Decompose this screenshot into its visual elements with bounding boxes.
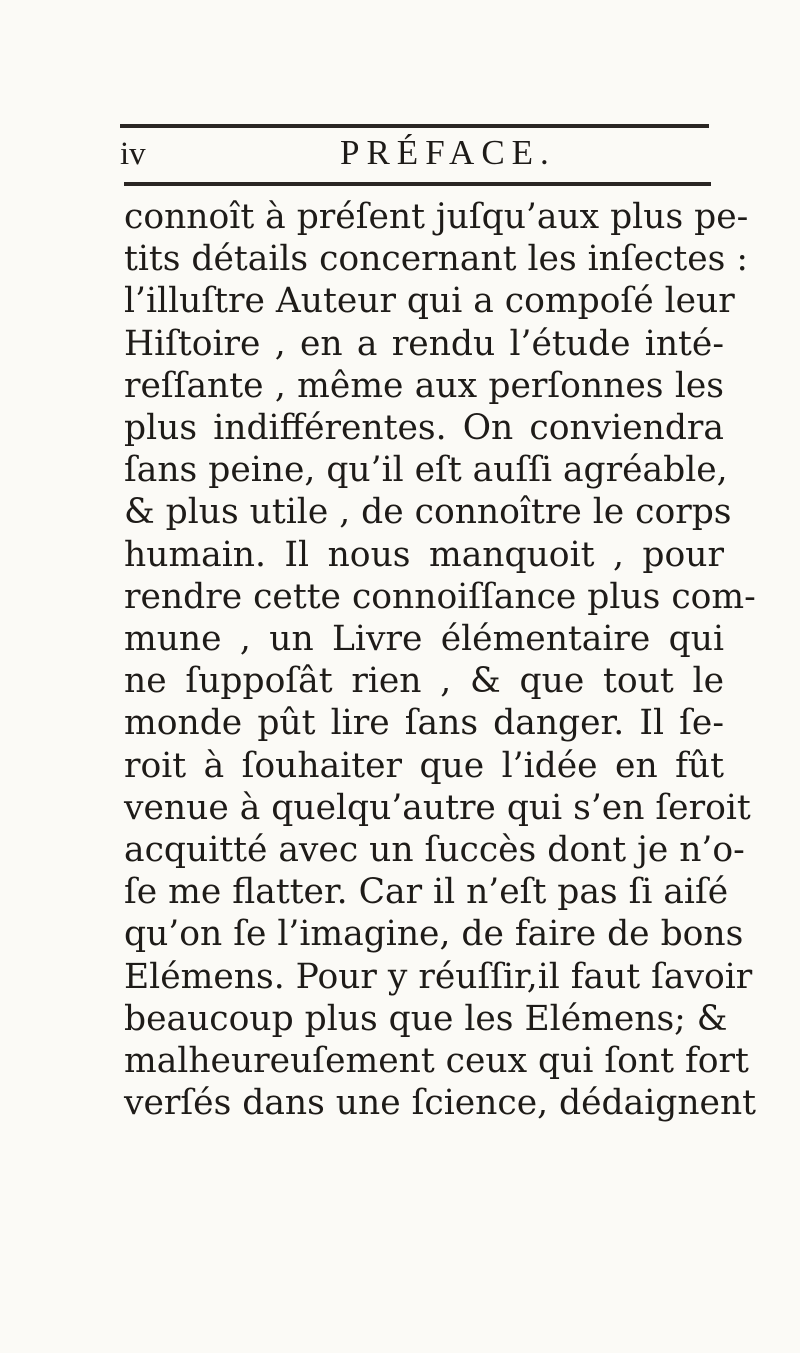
text-line: plus indifférentes. On conviendra [124, 408, 724, 449]
text-line: l’illuſtre Auteur qui a compoſé leur [124, 281, 735, 322]
header-rule-top [120, 124, 709, 128]
text-line: reſſante , même aux perſonnes les [124, 365, 724, 406]
page-number: iv [120, 136, 146, 172]
page-header [120, 130, 720, 180]
text-line: ne ſuppoſât rien , & que tout le [124, 661, 724, 702]
text-line: connoît à préſent juſqu’aux plus pe- [124, 197, 749, 237]
text-line: monde pût lire ſans danger. Il ſe- [124, 703, 724, 744]
text-line: ſans peine, qu’il eſt auſſi agréable, [124, 450, 728, 491]
text-line: roit à ſouhaiter que l’idée en fût [124, 745, 724, 786]
text-line: acquitté avec un ſuccès dont je n’o- [124, 830, 745, 871]
text-line: rendre cette connoiſſance plus com- [124, 576, 756, 617]
text-line: humain. Il nous manquoit , pour [124, 534, 724, 575]
text-line: qu’on ſe l’imagine, de faire de bons [124, 914, 744, 955]
header-rule-bottom [124, 182, 711, 186]
text-line: Hiſtoire , en a rendu l’étude inté- [124, 323, 724, 364]
text-line: mune , un Livre élémentaire qui [124, 619, 724, 660]
text-line: ſe me flatter. Car il n’eſt pas ſi aiſé [124, 872, 729, 913]
text-line: Elémens. Pour y réuſſir,il faut ſavoir [124, 956, 753, 997]
text-line: venue à quelqu’autre qui s’en ſeroit [124, 787, 751, 828]
text-line: & plus utile , de connoître le corps [124, 492, 732, 533]
text-line: verſés dans une ſcience, dédaignent [124, 1083, 757, 1124]
text-line: malheureuſement ceux qui ſont fort [124, 1041, 749, 1082]
text-line: tits détails concernant les inſectes : [124, 239, 748, 280]
body-text [124, 196, 757, 1124]
text-line: beaucoup plus que les Elémens; & [124, 998, 728, 1039]
running-head: PRÉFACE. [340, 133, 556, 172]
